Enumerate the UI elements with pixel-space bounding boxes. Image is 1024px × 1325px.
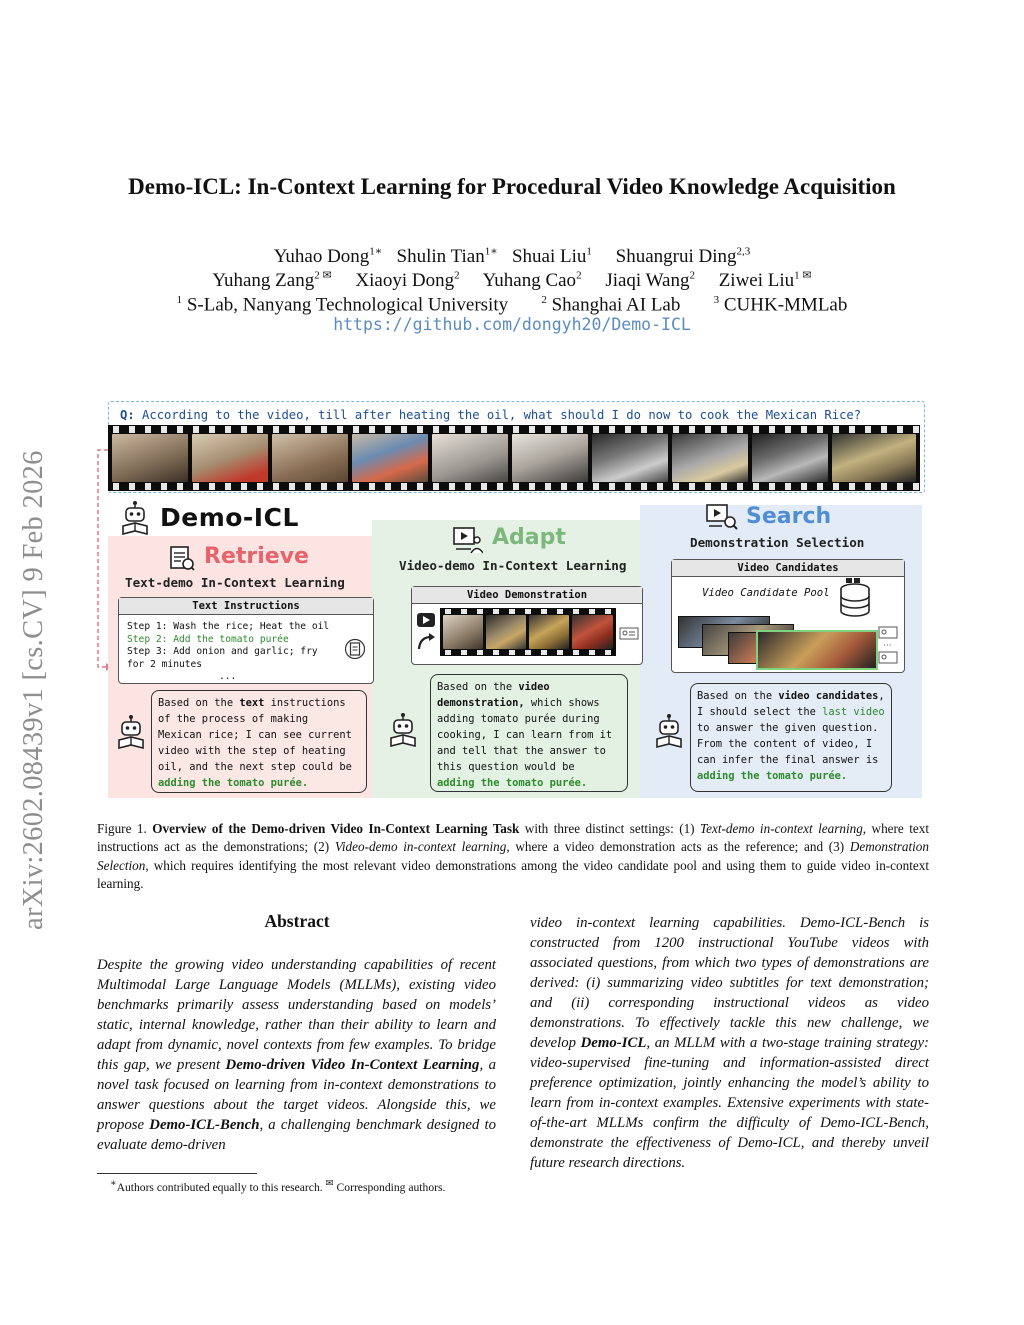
author: Shuangrui Ding$^{2,3}$ (615, 246, 751, 268)
search-title: Search (746, 504, 832, 529)
video-demonstration-header: Video Demonstration (412, 587, 642, 604)
selected-candidate-clip (756, 630, 878, 670)
author: Shuai Liu$^1$ (511, 246, 592, 268)
step-item: Step 1: Wash the rice; Heat the oil (127, 621, 330, 632)
github-link[interactable]: https://github.com/dongyh20/Demo-ICL (333, 315, 691, 334)
video-search-icon (706, 503, 738, 531)
figure-caption: Figure 1. Overview of the Demo-driven Video In-Context Learning Task with three distinct settings: (1) Text-demo in-context learning, where text instructions act as the demonstrations; (2) Video-demo in-context learning, where a video demonstration acts as the reference; and (3) Demonstration Selection, which requires identifying the most relevant video demonstrations among the video candidate pool and using them to guide video in-context learning. (97, 821, 929, 892)
robot-reader-icon (116, 714, 146, 750)
author: Ziwei Liu$^{1 ✉}$ (718, 270, 812, 292)
abstract-body-col1: Despite the growing video understanding capabilities of recent Multimodal Large Language Models (MLLMs), existing video benchmarks primarily assess understanding based on models’ static, internal knowledge, rather than their ability to learn and adapt from dynamic, novel contexts from few examples. To bridge this gap, we present Demo-driven Video In-Context Learning, a novel task focused on learning from in-context demonstrations to answer questions about the target videos. Alongside this, we propose Demo-ICL-Bench, a challenging benchmark designed to evaluate demo-driven (97, 957, 496, 1153)
video-candidates-header: Video Candidates (672, 560, 904, 577)
adapt-title: Adapt (492, 525, 566, 550)
video-filmstrip (108, 425, 920, 491)
video-person-icon (453, 526, 483, 554)
author: Yuhang Cao$^2$ (482, 270, 582, 292)
author: Yuhang Zang$^{2 ✉}$ (212, 270, 332, 292)
search-answer-bubble: Based on the video candidates, I should select the last video to answer the given question. From the content of video, I can infer the final answer is adding the tomato purée. (690, 683, 892, 792)
adapt-subtitle: Video-demo In-Context Learning (399, 558, 627, 573)
footnote: ∗Authors contributed equally to this research. ✉ Corresponding authors. (110, 1178, 446, 1194)
pool-label: Video Candidate Pool (702, 587, 830, 599)
video-candidates-box (671, 559, 905, 673)
adapt-answer-bubble: Based on the video demonstration, which shows adding tomato purée during cooking, I can learn from it and tell that the answer to this question would be adding the tomato purée. (430, 674, 628, 792)
figure-question: Q: According to the video, till after heating the oil, what should I do now to cook the Mexican Rice? (120, 408, 862, 422)
document-icon (169, 545, 195, 571)
step-item: Step 2: Add the tomato purée (127, 633, 289, 645)
author: Xiaoyi Dong$^2$ (355, 270, 460, 292)
paper-title: Demo-ICL: In-Context Learning for Procedural Video Knowledge Acquisition (128, 174, 896, 199)
video-demonstration-box (411, 586, 643, 665)
search-subtitle: Demonstration Selection (690, 535, 865, 550)
arxiv-stamp: arXiv:2602.08439v1 [cs.CV] 9 Feb 2026 (18, 450, 49, 930)
retrieve-subtitle: Text-demo In-Context Learning (125, 575, 345, 590)
panel-arrow-tip (912, 505, 928, 798)
abstract-heading: Abstract (264, 911, 330, 931)
author: Yuhao Dong$^{1∗}$ (273, 246, 383, 268)
abstract-body-col2: video in-context learning capabilities. Demo-ICL-Bench is constructed from 1200 instructional YouTube videos with associated questions, from which two types of demonstrations are derived: (i) summarizing video subtitles for text demonstration; and (ii) corresponding instructional videos as video demonstrations. To effectively tackle this new challenge, we develop Demo-ICL, an MLLM with a two-stage training strategy: video-supervised fine-tuning and information-assisted direct preference optimization, jointly enhancing the model’s ability to learn from in-context examples. Extensive experiments with state-of-the-art MLLMs confirm the difficulty of Demo-ICL-Bench, demonstrate the effectiveness of Demo-ICL, and thereby unveil future research directions. (530, 915, 929, 1171)
notepad-icon (345, 638, 365, 660)
presentation-icon (619, 627, 639, 643)
footnote-rule (97, 1173, 257, 1174)
demo-filmstrip (440, 608, 616, 656)
demo-icl-logo: Demo-ICL (160, 503, 299, 532)
author: Shulin Tian$^{1∗}$ (396, 246, 498, 268)
author: Jiaqi Wang$^2$ (605, 270, 695, 292)
robot-reader-icon (388, 712, 418, 748)
presentation-icons (878, 626, 900, 666)
robot-reader-icon (654, 713, 684, 749)
step-list: Step 1: Wash the rice; Heat the oil Step 2: Add the tomato purée Step 3: Add onion and garlic; fry for 2 minutes ... (127, 621, 330, 683)
robot-reader-icon (120, 500, 150, 536)
text-instructions-box (118, 597, 374, 684)
play-forward-icon (415, 611, 437, 653)
text-instructions-header: Text Instructions (119, 598, 373, 615)
affiliations: $^1$ S-Lab, Nanyang Technological University $^2$ Shanghai AI Lab $^3$ CUHK-MMLab (176, 294, 848, 316)
step-item: Step 3: Add onion and garlic; fry (127, 646, 318, 658)
svg-text:···: ··· (883, 641, 892, 651)
database-icon (836, 577, 874, 619)
retrieve-title: Retrieve (204, 544, 309, 569)
retrieve-answer-bubble: Based on the text instructions of the process of making Mexican rice; I can see current video with the step of heating oil, and the next step could be adding the tomato purée. (151, 690, 367, 793)
